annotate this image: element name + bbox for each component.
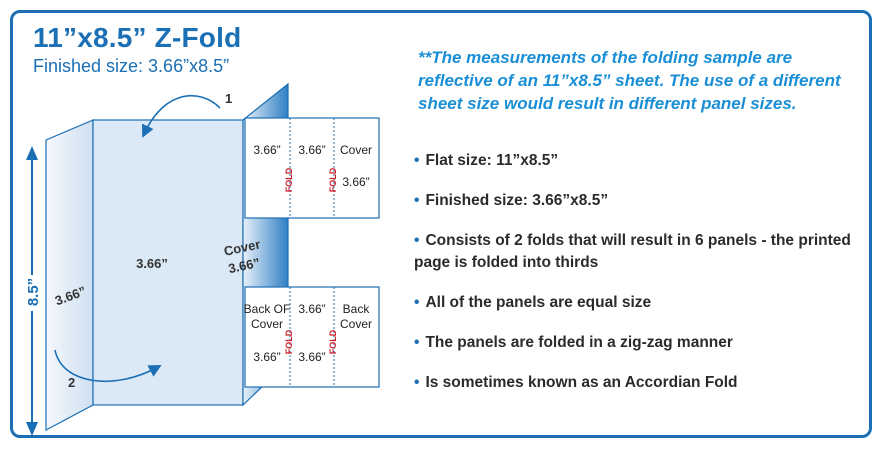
height-dimension bbox=[22, 146, 42, 436]
fold-label: FOLD bbox=[328, 329, 338, 355]
back-side-layout bbox=[244, 287, 379, 387]
center-panel bbox=[93, 120, 243, 405]
height-label: 8.5” bbox=[25, 277, 42, 307]
finished-size-subtitle: Finished size: 3.66”x8.5” bbox=[33, 56, 230, 76]
bullet-icon: • bbox=[414, 192, 420, 209]
front-col1-size: 3.66” bbox=[253, 143, 281, 157]
page-title: 11”x8.5” Z-Fold bbox=[33, 22, 242, 53]
back-col2-size-top: 3.66” bbox=[298, 302, 326, 316]
fold-label: FOLD bbox=[284, 167, 294, 193]
list-item: • Finished size: 3.66”x8.5” bbox=[414, 192, 609, 209]
measurement-note: **The measurements of the folding sample are reflective of an 11”x8.5” sheet. The use of a different sheet size would result in different panel sizes. bbox=[418, 48, 841, 113]
fold-label: FOLD bbox=[328, 167, 338, 193]
back-col3-subtitle: Cover bbox=[339, 317, 373, 331]
right-panel-label-cover: Cover bbox=[222, 236, 262, 259]
list-item: • Consists of 2 folds that will result in 6 panels - the printed page is folded into thirds bbox=[414, 232, 851, 271]
bullet-icon: • bbox=[414, 232, 420, 249]
fold-1-number: 1 bbox=[225, 91, 233, 106]
back-col1-subtitle: Cover bbox=[250, 317, 284, 331]
front-side-layout bbox=[245, 118, 379, 218]
back-col1-size: 3.66” bbox=[253, 350, 281, 364]
back-col1-title: Back OF bbox=[243, 302, 291, 316]
arrow-up-icon bbox=[26, 146, 38, 160]
back-col3-title: Back bbox=[342, 302, 370, 316]
front-col3-title: Cover bbox=[339, 143, 373, 157]
list-item: • Is sometimes known as an Accordian Fold bbox=[414, 374, 738, 391]
list-item: • Flat size: 11”x8.5” bbox=[414, 152, 559, 169]
right-panel-label-size: 3.66” bbox=[226, 254, 262, 277]
list-item: • The panels are folded in a zig-zag manner bbox=[414, 334, 733, 351]
bullet-icon: • bbox=[414, 294, 420, 311]
bullet-icon: • bbox=[414, 334, 420, 351]
bullet-icon: • bbox=[414, 152, 420, 169]
bullet-icon: • bbox=[414, 374, 420, 391]
front-col3-size: 3.66” bbox=[342, 175, 370, 189]
fold-2-number: 2 bbox=[68, 375, 76, 390]
front-col2-size: 3.66” bbox=[298, 143, 326, 157]
list-item: • All of the panels are equal size bbox=[414, 294, 652, 311]
arrow-down-icon bbox=[26, 422, 38, 436]
back-col2-size-bottom: 3.66” bbox=[298, 350, 326, 364]
left-panel-label: 3.66” bbox=[52, 283, 88, 309]
fold-label: FOLD bbox=[284, 329, 294, 355]
center-panel-label: 3.66” bbox=[136, 256, 168, 271]
